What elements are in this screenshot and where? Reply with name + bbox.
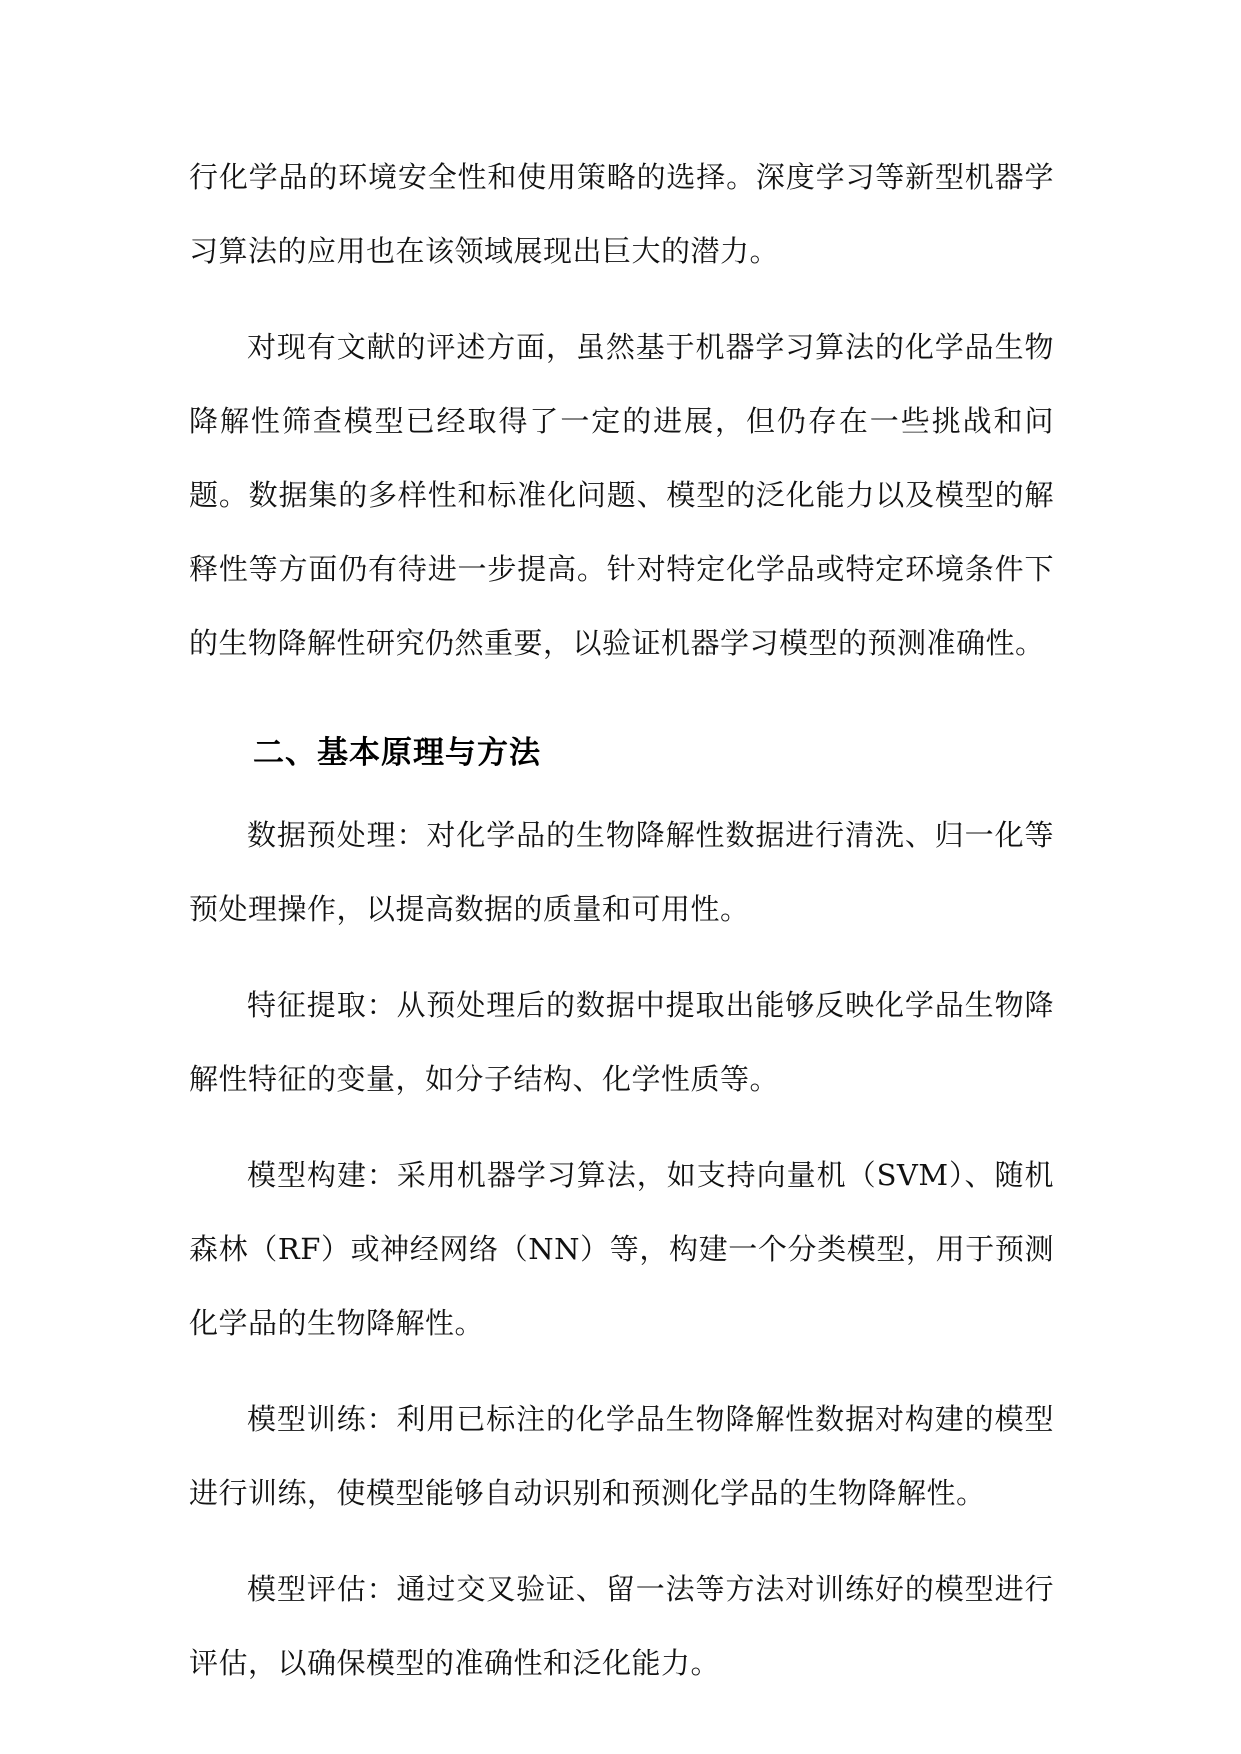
document-body xyxy=(189,140,1054,1722)
paragraph-continuation: 行化学品的环境安全性和使用策略的选择。深度学习等新型机器学习算法的应用也在该领域展现出巨大的潜力。 xyxy=(189,160,1054,268)
section-heading: 二、基本原理与方法 xyxy=(253,735,541,771)
paragraph-data-preprocessing: 数据预处理：对化学品的生物降解性数据进行清洗、归一化等预处理操作，以提高数据的质量和可用性。 xyxy=(189,818,1054,926)
paragraph-model-training: 模型训练：利用已标注的化学品生物降解性数据对构建的模型进行训练，使模型能够自动识别和预测化学品的生物降解性。 xyxy=(189,1402,1054,1510)
paragraph-literature-review: 对现有文献的评述方面，虽然基于机器学习算法的化学品生物降解性筛查模型已经取得了一定的进展，但仍存在一些挑战和问题。数据集的多样性和标准化问题、模型的泛化能力以及模型的解释性等方面仍有待进一步提高。针对特定化学品或特定环境条件下的生物降解性研究仍然重要，以验证机器学习模型的预测准确性。 xyxy=(189,330,1054,660)
paragraph-model-construction: 模型构建：采用机器学习算法，如支持向量机（SVM）、随机森林（RF）或神经网络（NN）等，构建一个分类模型，用于预测化学品的生物降解性。 xyxy=(189,1158,1054,1340)
paragraph-feature-extraction: 特征提取：从预处理后的数据中提取出能够反映化学品生物降解性特征的变量，如分子结构、化学性质等。 xyxy=(189,988,1054,1096)
paragraph-model-evaluation: 模型评估：通过交叉验证、留一法等方法对训练好的模型进行评估，以确保模型的准确性和泛化能力。 xyxy=(189,1572,1054,1680)
